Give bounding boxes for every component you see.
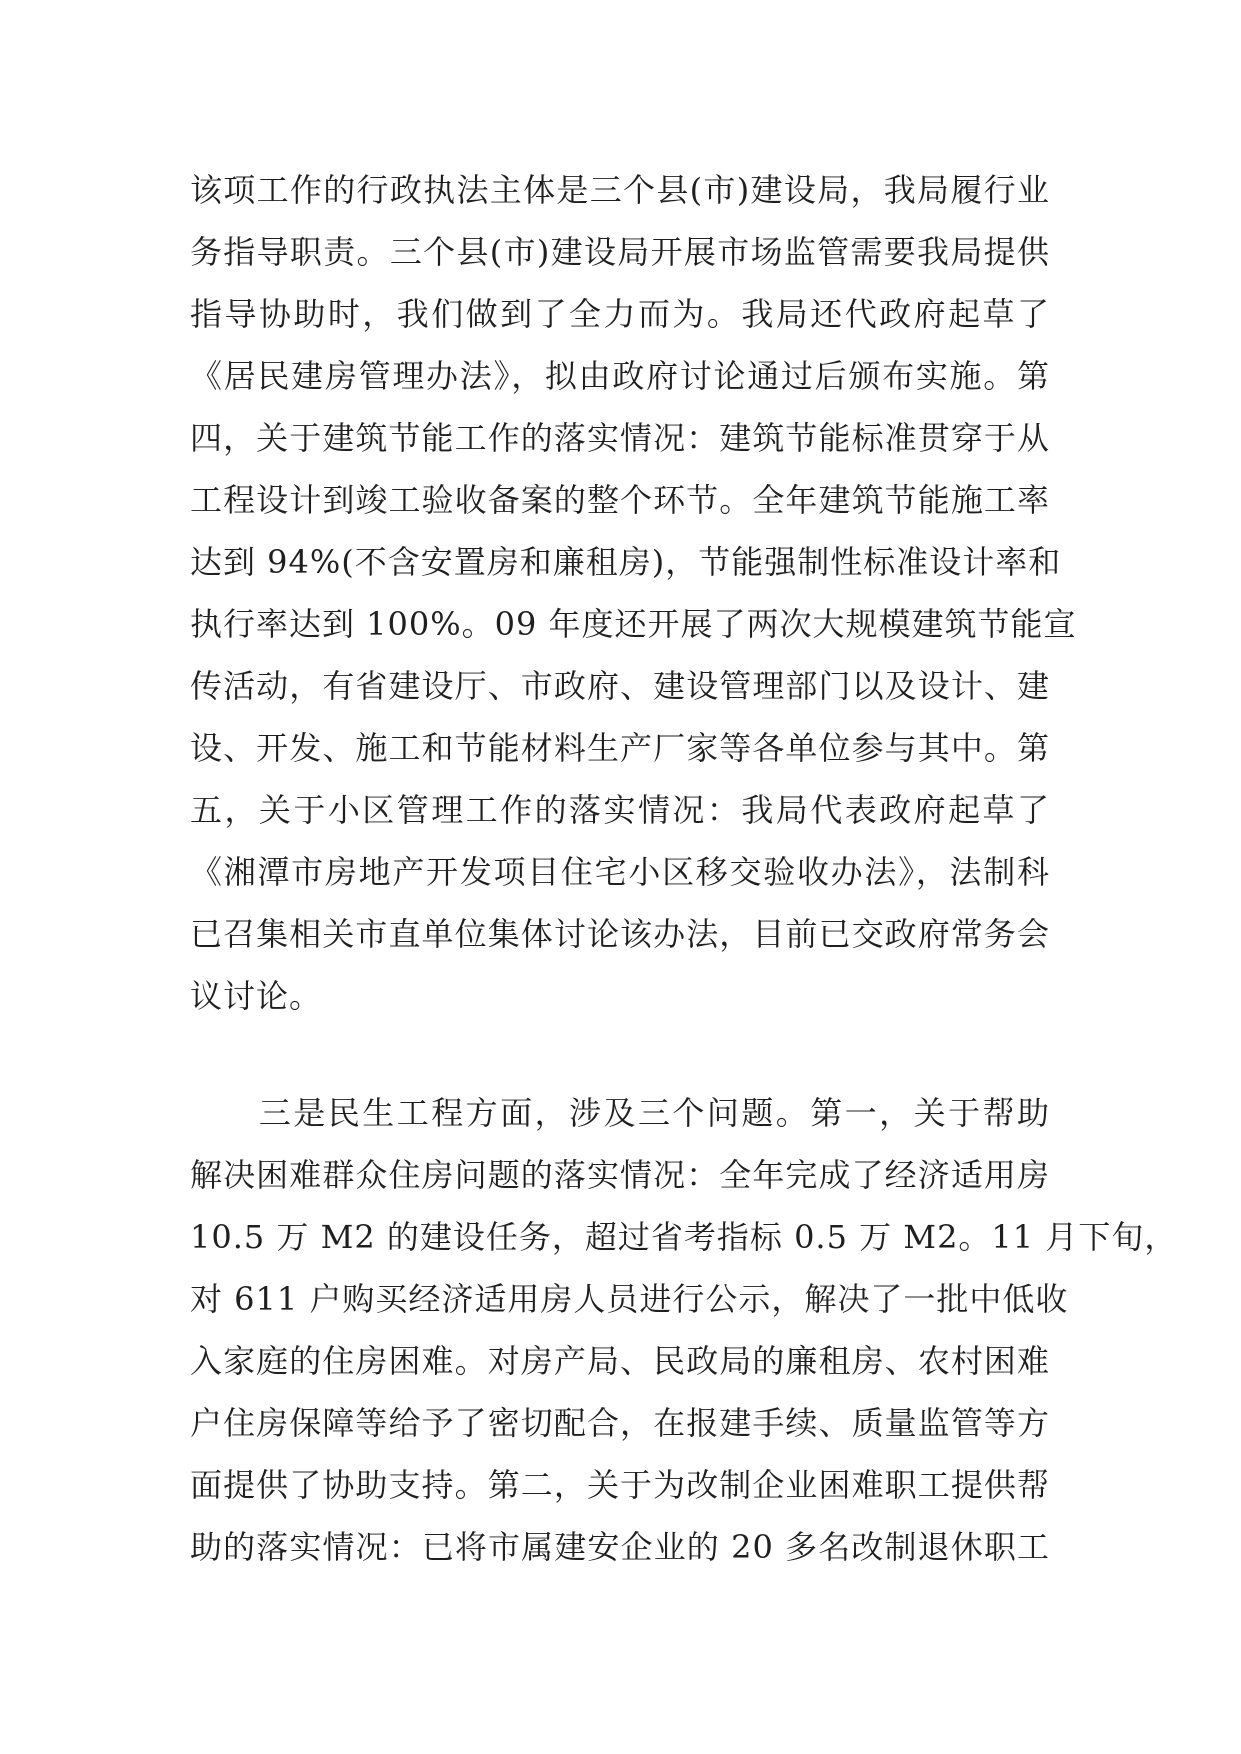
text-line: 设、开发、施工和节能材料生产厂家等各单位参与其中。第 [190,729,1050,767]
text-line: 务指导职责。三个县(市)建设局开展市场监管需要我局提供 [190,233,1050,271]
text-line: 10.5 万 M2 的建设任务，超过省考指标 0.5 万 M2。11 月下旬， [190,1218,1178,1256]
text-line: 指导协助时，我们做到了全力而为。我局还代政府起草了 [190,295,1050,333]
text-line: 入家庭的住房困难。对房产局、民政局的廉租房、农村困难 [190,1342,1050,1380]
text-line: 助的落实情况：已将市属建安企业的 20 多名改制退休职工 [190,1528,1050,1566]
text-line: 四，关于建筑节能工作的落实情况：建筑节能标准贯穿于从 [190,419,1050,457]
text-line: 三是民生工程方面，涉及三个问题。第一，关于帮助 [190,1094,1050,1132]
text-line: 传活动，有省建设厅、市政府、建设管理部门以及设计、建 [190,667,1050,705]
text-line: 解决困难群众住房问题的落实情况：全年完成了经济适用房 [190,1156,1050,1194]
paragraph-2 [190,1082,1178,1578]
text-line: 《湘潭市房地产开发项目住宅小区移交验收办法》，法制科 [190,853,1050,891]
text-line: 议讨论。 [190,977,323,1015]
text-line: 五，关于小区管理工作的落实情况：我局代表政府起草了 [190,791,1050,829]
text-line: 已召集相关市直单位集体讨论该办法，目前已交政府常务会 [190,915,1050,953]
text-line: 达到 94%(不含安置房和廉租房)，节能强制性标准设计率和 [190,543,1062,581]
text-line: 工程设计到竣工验收备案的整个环节。全年建筑节能施工率 [190,481,1050,519]
text-line: 面提供了协助支持。第二，关于为改制企业困难职工提供帮 [190,1466,1050,1504]
text-line: 该项工作的行政执法主体是三个县(市)建设局，我局履行业 [190,171,1050,209]
text-line: 对 611 户购买经济适用房人员进行公示，解决了一批中低收 [190,1280,1069,1318]
text-line: 《居民建房管理办法》，拟由政府讨论通过后颁布实施。第 [190,357,1050,395]
text-line: 执行率达到 100%。09 年度还开展了两次大规模建筑节能宣 [190,605,1077,643]
paragraph-1 [190,159,1077,1027]
text-line: 户住房保障等给予了密切配合，在报建手续、质量监管等方 [190,1404,1050,1442]
